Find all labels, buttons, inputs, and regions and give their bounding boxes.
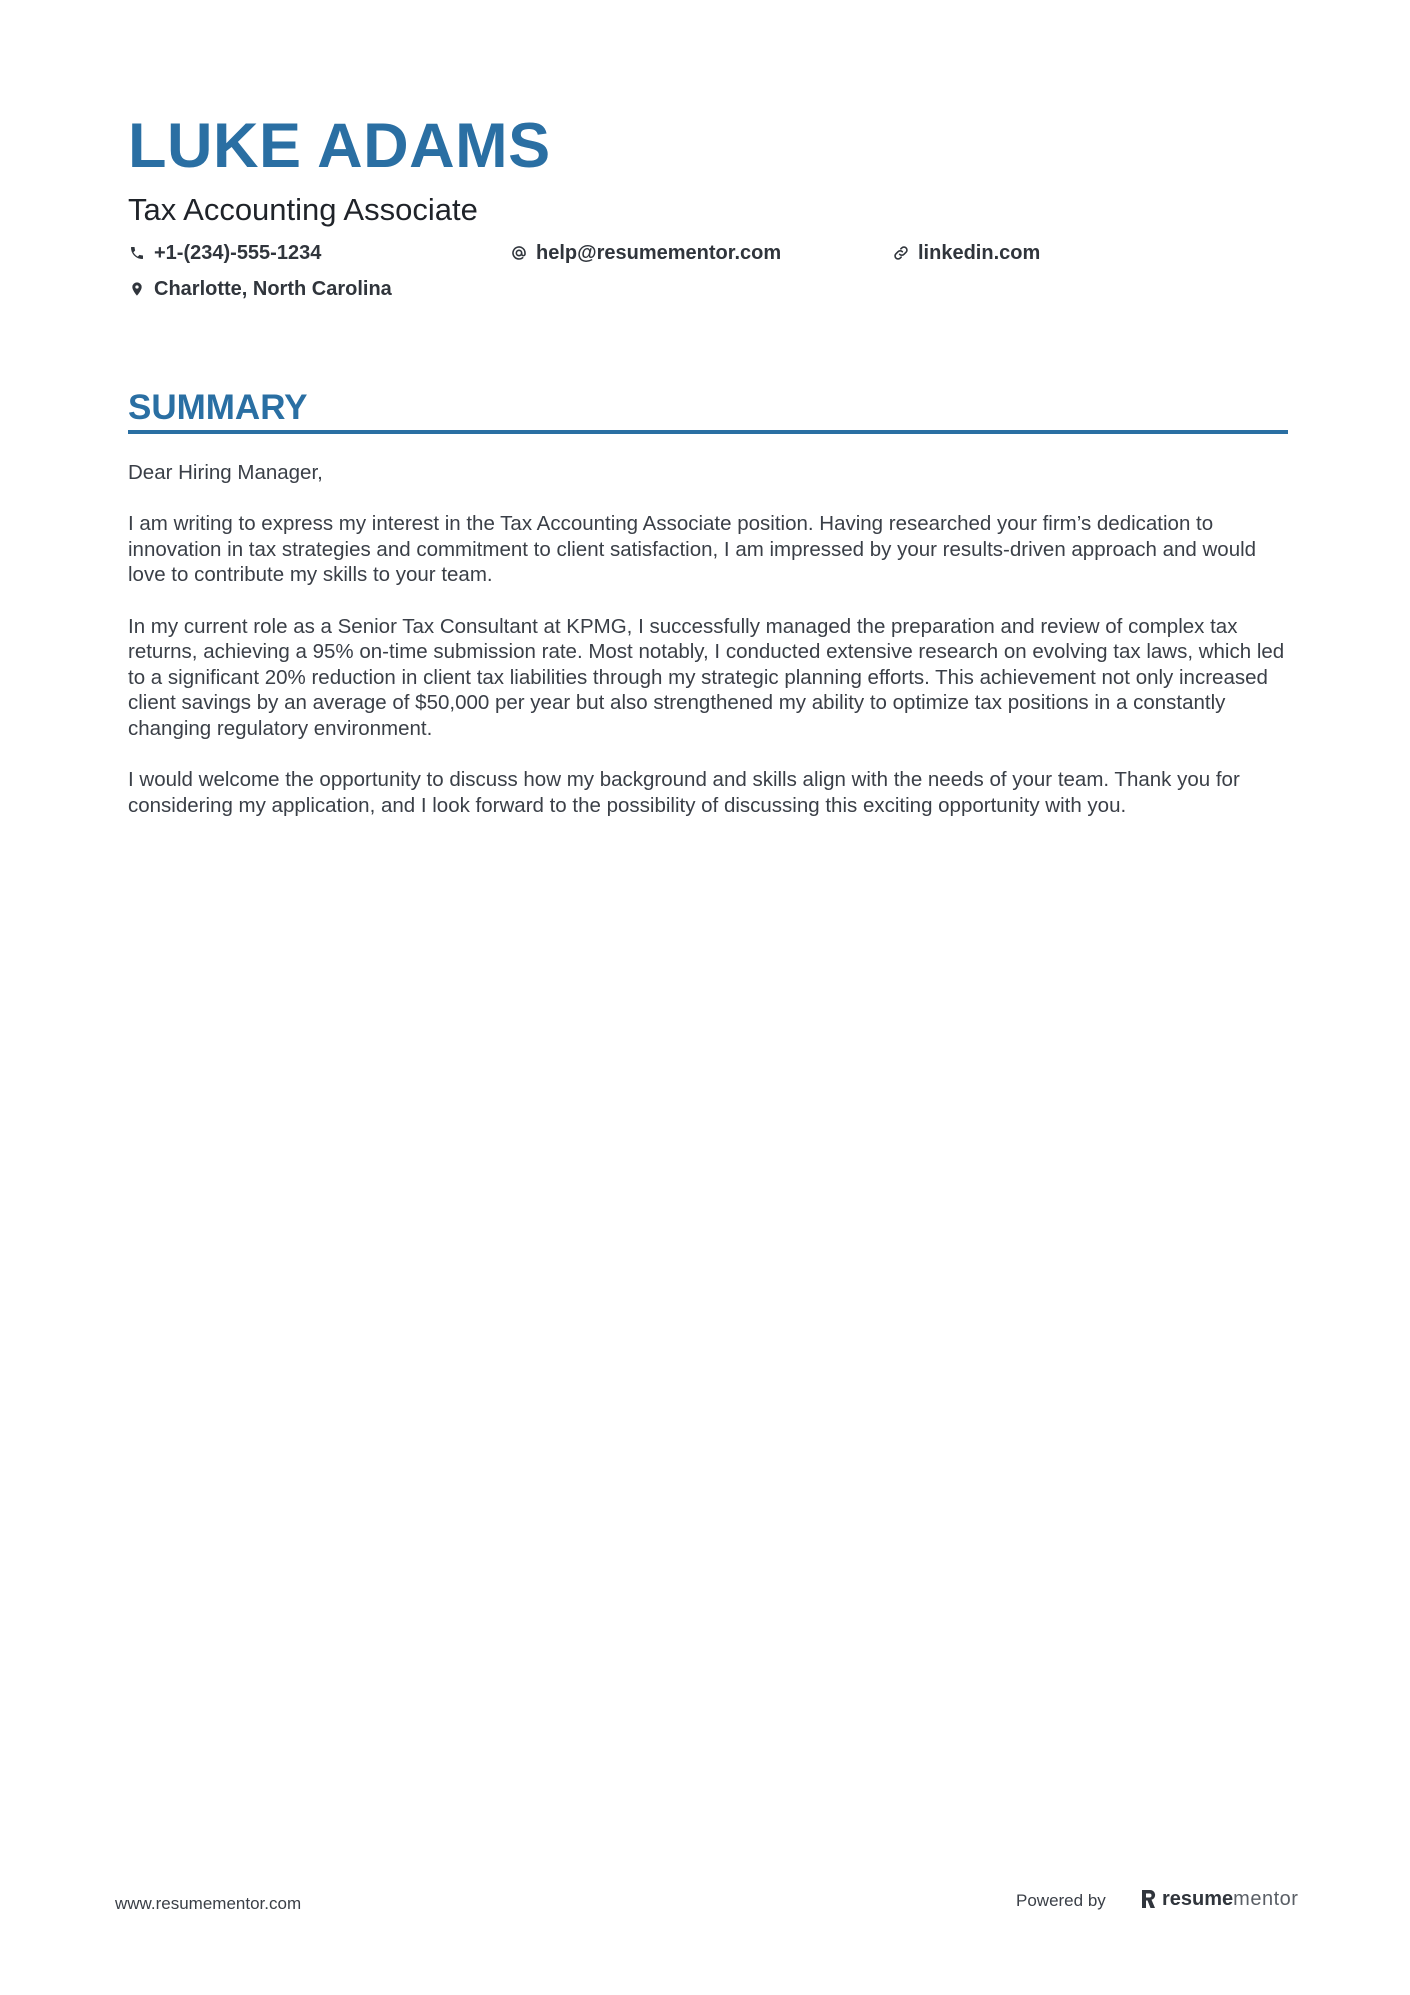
brand-name-part2: mentor: [1233, 1888, 1299, 1910]
contact-location: [128, 276, 392, 302]
phone-number: +1-(234)-555-1234: [154, 242, 322, 264]
section-divider: [128, 430, 1288, 434]
candidate-name: LUKE ADAMS: [128, 111, 551, 181]
map-pin-icon: [128, 280, 146, 298]
contact-phone: [128, 240, 321, 266]
footer-powered-by: Powered by: [1016, 1891, 1106, 1910]
location: Charlotte, North Carolina: [154, 278, 392, 300]
job-title: Tax Accounting Associate: [128, 192, 478, 227]
resumementor-logo-icon: [1140, 1888, 1158, 1910]
letter-paragraph: In my current role as a Senior Tax Consultant at KPMG, I successfully managed the preparation and review of complex tax returns, achieving a 95% on-time submission rate. Most notably, I conducted extensive research on evolving tax laws, which led to a significant 20% reduction in client tax liabilities through my strategic planning efforts. This achievement not only increased client savings by an average of $50,000 per year but also strengthened my ability to optimize tax positions in a constantly changing regulatory environment.: [128, 614, 1285, 740]
phone-icon: [128, 244, 146, 262]
at-icon: [510, 244, 528, 262]
contact-email: [510, 240, 781, 266]
footer-brand-logo: [1140, 1886, 1298, 1912]
email-address: help@resumementor.com: [536, 242, 782, 264]
letter-salutation: Dear Hiring Manager,: [128, 461, 323, 484]
link-icon: [892, 244, 910, 262]
brand-name-part1: resume: [1162, 1888, 1234, 1910]
footer-website: www.resumementor.com: [115, 1894, 302, 1913]
summary-heading: SUMMARY: [128, 388, 308, 427]
letter-paragraph: I am writing to express my interest in the Tax Accounting Associate position. Having researched your firm’s dedication to innovation in tax strategies and commitment to client satisfaction, I am impressed by your results-driven approach and would love to contribute my skills to your team.: [128, 512, 1257, 587]
letter-paragraph: I would welcome the opportunity to discuss how my background and skills align with the needs of your team. Thank you for considering my application, and I look forward to the possibility of discussing this exciting opportunity with you.: [128, 768, 1240, 817]
linkedin-url: linkedin.com: [918, 242, 1041, 264]
cover-letter-body: [128, 460, 1293, 844]
contact-linkedin: [892, 240, 1040, 266]
